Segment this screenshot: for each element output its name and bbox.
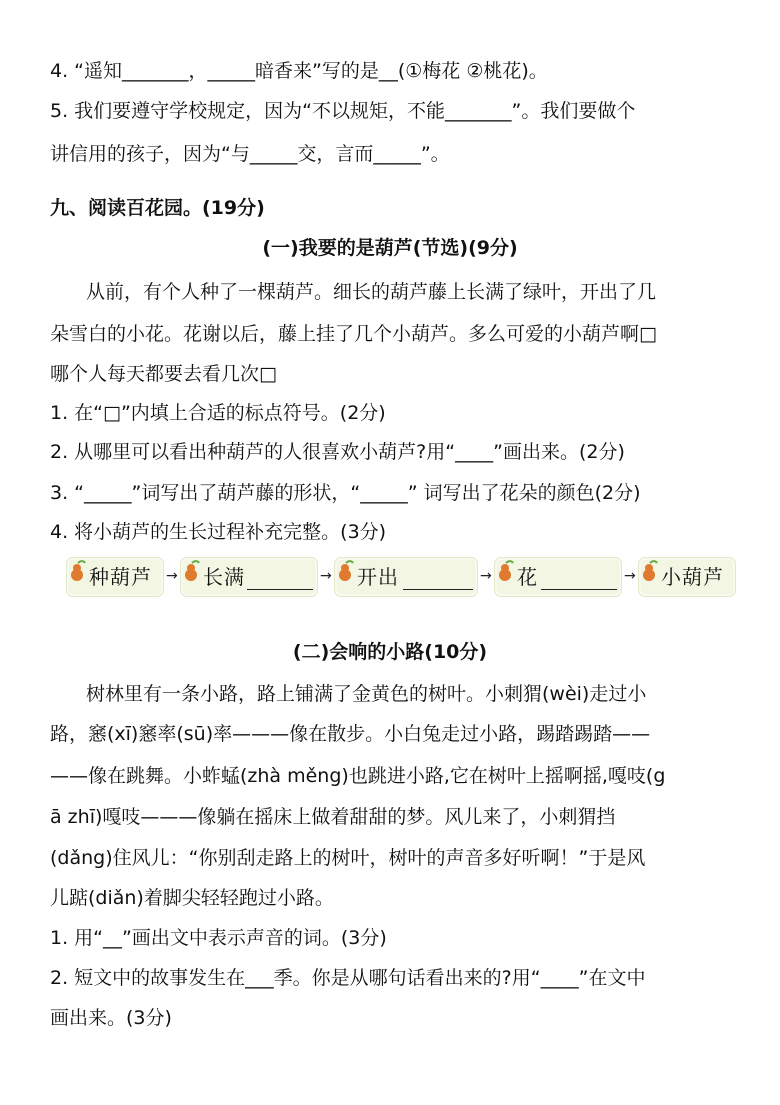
flow-step-label: 小葫芦 xyxy=(661,565,724,589)
flow-step-grow-full xyxy=(180,557,318,597)
answer-blank[interactable] xyxy=(403,589,473,590)
arrow-right-icon: → xyxy=(320,568,332,584)
arrow-right-icon: → xyxy=(480,568,492,584)
answer-blank[interactable] xyxy=(541,589,617,590)
passage-two-question-1: 1. 用“__”画出文中表示声音的词。(3分) xyxy=(50,927,387,949)
gourd-icon xyxy=(337,560,355,582)
passage-one-question-2: 2. 从哪里可以看出种葫芦的人很喜欢小葫芦?用“____”画出来。(2分) xyxy=(50,441,625,463)
arrow-right-icon: → xyxy=(624,568,636,584)
passage-one-text-line-2: 朵雪白的小花。花谢以后，藤上挂了几个小葫芦。多么可爱的小葫芦啊□ xyxy=(50,323,657,345)
gourd-icon xyxy=(183,560,201,582)
question-5-line-1: 5. 我们要遵守学校规定，因为“不以规矩，不能_______”。我们要做个 xyxy=(50,100,636,122)
flow-step-label: 开出 xyxy=(357,565,399,589)
passage-two-text-line-6: 儿踮(diǎn)着脚尖轻轻跑过小路。 xyxy=(50,887,334,909)
flow-step-label: 花 xyxy=(517,565,538,589)
flow-step-bloom xyxy=(334,557,478,597)
passage-two-text-line-4: ā zhī)嘎吱———像躺在摇床上做着甜甜的梦。风儿来了，小刺猬挡 xyxy=(50,806,616,828)
gourd-icon xyxy=(641,560,659,582)
flow-step-plant-gourd xyxy=(66,557,164,597)
question-4-fill-blank: 4. “遥知_______，_____暗香来”写的是__(①梅花 ②桃花)。 xyxy=(50,60,548,82)
passage-two-question-2-line-2: 画出来。(3分) xyxy=(50,1007,172,1029)
flow-step-small-gourd xyxy=(638,557,736,597)
growth-process-flow xyxy=(66,557,736,597)
passage-one-question-4: 4. 将小葫芦的生长过程补充完整。(3分) xyxy=(50,521,387,543)
section-nine-heading: 九、阅读百花园。(19分) xyxy=(50,197,265,219)
answer-blank[interactable] xyxy=(247,589,313,590)
passage-one-title: (一)我要的是葫芦(节选)(9分) xyxy=(262,237,518,259)
passage-two-text-line-1: 树林里有一条小路，路上铺满了金黄色的树叶。小刺猬(wèi)走过小 xyxy=(86,683,647,705)
passage-one-text-line-3: 哪个人每天都要去看几次□ xyxy=(50,363,277,385)
passage-two-question-2-line-1: 2. 短文中的故事发生在___季。你是从哪句话看出来的?用“____”在文中 xyxy=(50,967,646,989)
question-5-line-2: 讲信用的孩子，因为“与_____交，言而_____”。 xyxy=(50,143,450,165)
passage-two-text-line-3: ——像在跳舞。小蚱蜢(zhà měng)也跳进小路,它在树叶上摇啊摇,嘎吱(g xyxy=(50,765,666,787)
arrow-right-icon: → xyxy=(166,568,178,584)
gourd-icon xyxy=(69,560,87,582)
passage-two-title: (二)会响的小路(10分) xyxy=(292,641,488,663)
passage-two-text-line-5: (dǎng)住风儿：“你别刮走路上的树叶，树叶的声音多好听啊！”于是风 xyxy=(50,847,646,869)
gourd-icon xyxy=(497,560,515,582)
flow-step-label: 长满 xyxy=(203,565,245,589)
passage-two-text-line-2: 路，窸(xī)窸率(sū)率———像在散步。小白兔走过小路，踢踏踢踏—— xyxy=(50,723,651,745)
passage-one-question-3: 3. “_____”词写出了葫芦藤的形状，“_____” 词写出了花朵的颜色(2分) xyxy=(50,482,641,504)
passage-one-question-1: 1. 在“□”内填上合适的标点符号。(2分) xyxy=(50,402,386,424)
flow-step-flower xyxy=(494,557,622,597)
passage-one-text-line-1: 从前，有个人种了一棵葫芦。细长的葫芦藤上长满了绿叶，开出了几 xyxy=(86,281,657,303)
flow-step-label: 种葫芦 xyxy=(89,565,152,589)
